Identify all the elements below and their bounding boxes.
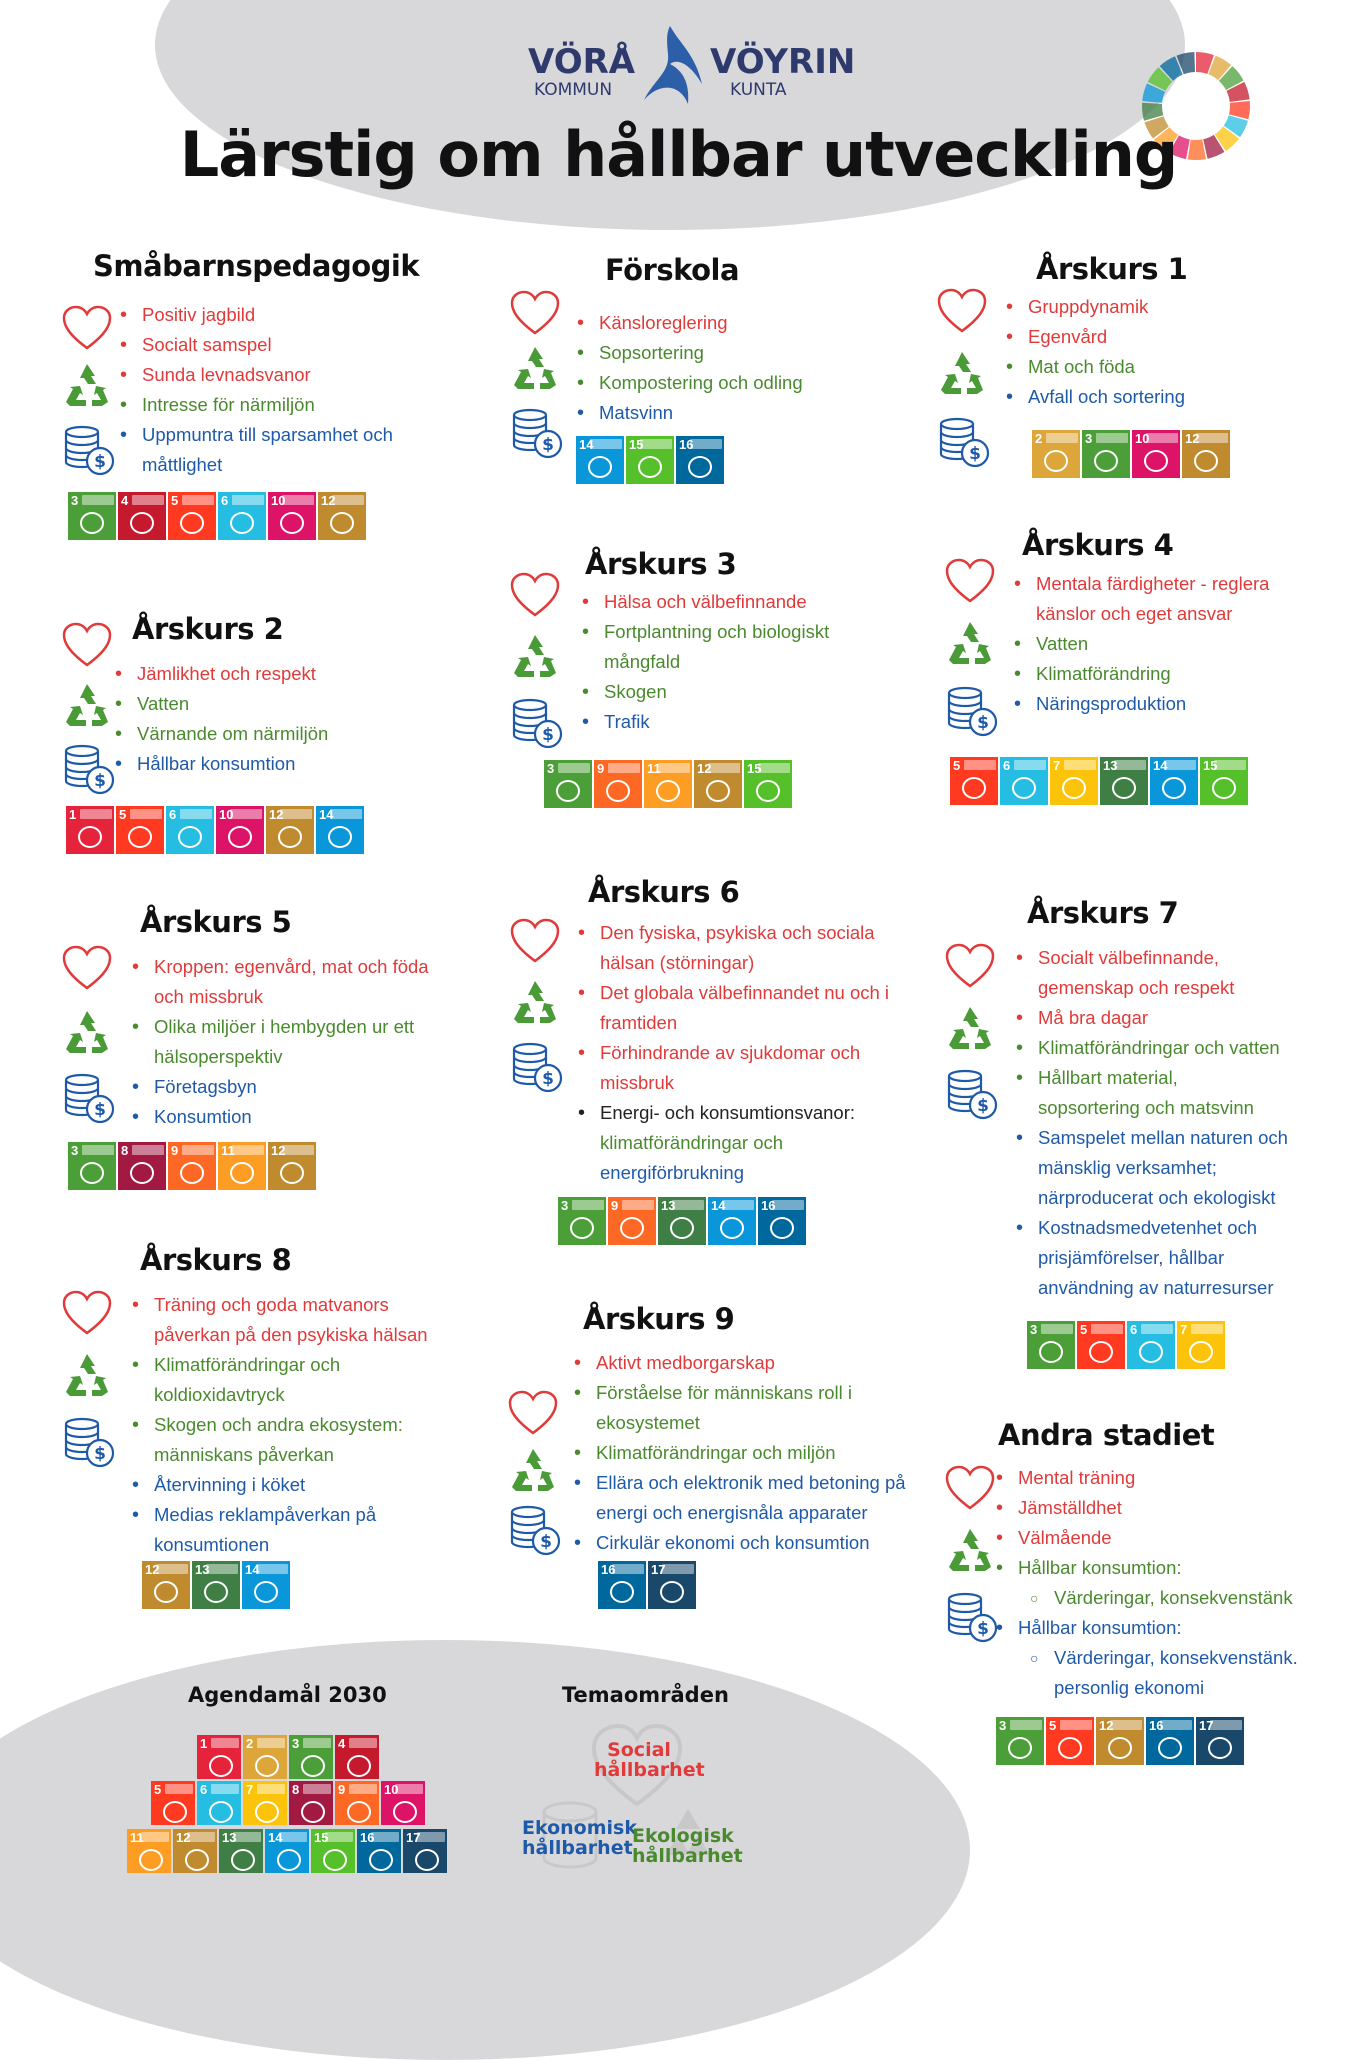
topic-item: • Ellära och elektronik med betoning på — [570, 1468, 906, 1498]
topic-item: • Uppmuntra till sparsamhet och — [116, 420, 393, 450]
topic-item: gemenskap och respekt — [1038, 977, 1235, 998]
topic-item: påverkan på den psykiska hälsan — [154, 1324, 428, 1345]
topic-item: • Matsvinn — [573, 398, 803, 428]
sdg-goal-9-icon: 9 — [335, 1781, 379, 1825]
recycle-icon — [62, 682, 112, 730]
recycle-icon — [937, 350, 987, 398]
sdg-goal-5-icon: 5 — [1077, 1321, 1125, 1369]
topic-item: klimatförändringar och — [600, 1132, 784, 1153]
sdg-goal-row — [544, 760, 792, 808]
sdg-goal-4-icon: 4 — [118, 492, 166, 540]
topic-item: energi och energisnåla apparater — [596, 1502, 868, 1523]
topic-list — [1010, 569, 1269, 719]
tema-ekologisk — [632, 1825, 743, 1867]
topic-item: • Hållbar konsumtion: — [992, 1613, 1298, 1643]
section-title: Årskurs 3 — [585, 547, 737, 581]
coins-icon — [945, 1068, 995, 1116]
sdg-goal-17-icon: 17 — [1196, 1717, 1244, 1765]
sdg-goal-14-icon: 14 — [708, 1197, 756, 1245]
topic-item: • Förståelse för människans roll i — [570, 1378, 906, 1408]
sdg-goal-13-icon: 13 — [658, 1197, 706, 1245]
sdg-goal-16-icon: 16 — [598, 1561, 646, 1609]
topic-item: • Medias reklampåverkan på — [128, 1500, 428, 1530]
sdg-goal-row — [996, 1717, 1244, 1765]
recycle-icon — [510, 633, 560, 681]
topic-item: användning av naturresurser — [1038, 1277, 1274, 1298]
svg-text:$: $ — [977, 1619, 989, 1639]
topic-item: måttlighet — [142, 454, 223, 475]
topic-item: koldioxidavtryck — [154, 1384, 285, 1405]
svg-text:$: $ — [540, 1532, 552, 1552]
topic-item: • Egenvård — [1002, 322, 1185, 352]
heart-icon — [945, 558, 995, 606]
topic-item: • Jämställdhet — [992, 1493, 1298, 1523]
sdg-goal-2-icon: 2 — [243, 1735, 287, 1779]
sdg-goal-12-icon: 12 — [1182, 430, 1230, 478]
sdg-goal-5-icon: 5 — [1046, 1717, 1094, 1765]
section-title: Förskola — [605, 253, 740, 287]
topic-item: • Vatten — [111, 689, 328, 719]
svg-text:$: $ — [542, 435, 554, 455]
tema-social — [594, 1739, 705, 1781]
sdg-goal-12-icon: 12 — [268, 1142, 316, 1190]
sdg-goal-6-icon: 6 — [1000, 757, 1048, 805]
topic-item: • Återvinning i köket — [128, 1470, 428, 1500]
sdg-goal-1-icon: 1 — [66, 806, 114, 854]
topic-item: konsumtionen — [154, 1534, 270, 1555]
topic-item: • Känsloreglering — [573, 308, 803, 338]
recycle-icon — [510, 979, 560, 1027]
sdg-goal-3-icon: 3 — [1027, 1321, 1075, 1369]
topic-item: • Avfall och sortering — [1002, 382, 1185, 412]
topic-item: • Kroppen: egenvård, mat och föda — [128, 952, 429, 982]
recycle-icon — [62, 1352, 112, 1400]
sdg-goal-12-icon: 12 — [142, 1561, 190, 1609]
sdg-goal-10-icon: 10 — [1132, 430, 1180, 478]
topic-item: mänsklig verksamhet; — [1038, 1157, 1217, 1178]
tema-ekon-1: Ekonomisk — [522, 1817, 637, 1839]
sdg-goal-row — [558, 1197, 806, 1245]
sdg-goal-row — [1032, 430, 1230, 478]
topic-item: • Klimatförändringar och vatten — [1012, 1033, 1288, 1063]
sdg-goal-4-icon: 4 — [335, 1735, 379, 1779]
topic-item: • Klimatförändringar och — [128, 1350, 428, 1380]
topic-item: människans påverkan — [154, 1444, 334, 1465]
sdg-goal-14-icon: 14 — [576, 436, 624, 484]
recycle-icon — [945, 1005, 995, 1053]
topic-list — [573, 308, 803, 428]
sdg-goal-row — [68, 492, 366, 540]
topic-item: • Må bra dagar — [1012, 1003, 1288, 1033]
section-title: Årskurs 2 — [132, 612, 284, 646]
sdg-goal-6-icon: 6 — [197, 1781, 241, 1825]
coins-icon — [945, 685, 995, 733]
section-title: Årskurs 4 — [1022, 528, 1174, 562]
heart-icon — [508, 1390, 558, 1438]
svg-text:$: $ — [94, 452, 106, 472]
topic-item: • Kostnadsmedvetenhet och — [1012, 1213, 1288, 1243]
sdg-goal-5-icon: 5 — [168, 492, 216, 540]
topic-item: • Sopsortering — [573, 338, 803, 368]
sdg-goal-row — [598, 1561, 696, 1609]
sdg-goal-13-icon: 13 — [219, 1829, 263, 1873]
logo-left-name: VÖRÅ — [528, 42, 636, 82]
topic-item: och missbruk — [154, 986, 263, 1007]
sdg-goal-row — [1027, 1321, 1225, 1369]
sdg-goal-5-icon: 5 — [116, 806, 164, 854]
topic-item: • Gruppdynamik — [1002, 292, 1185, 322]
svg-text:$: $ — [94, 1444, 106, 1464]
tema-ekonomisk — [522, 1817, 637, 1859]
topic-item: • Samspelet mellan naturen och — [1012, 1123, 1288, 1153]
sdg-goal-3-icon: 3 — [996, 1717, 1044, 1765]
sdg-goal-3-icon: 3 — [1082, 430, 1130, 478]
topic-item: • Mental träning — [992, 1463, 1298, 1493]
sdg-goal-14-icon: 14 — [265, 1829, 309, 1873]
topic-item: energiförbrukning — [600, 1162, 744, 1183]
topic-item: närproducerat och ekologiskt — [1038, 1187, 1276, 1208]
topic-list — [111, 659, 328, 779]
section-title: Andra stadiet — [998, 1418, 1215, 1452]
coins-icon — [508, 1504, 558, 1552]
sdg-pyramid-row — [151, 1781, 425, 1825]
topic-item: framtiden — [600, 1012, 678, 1033]
recycle-icon — [62, 1009, 112, 1057]
topic-item: • Trafik — [578, 707, 829, 737]
topic-item: • Det globala välbefinnandet nu och i — [574, 978, 889, 1008]
topic-item: • Positiv jagbild — [116, 300, 393, 330]
topic-list — [992, 1463, 1298, 1703]
coins-icon — [510, 407, 560, 455]
topic-list — [570, 1348, 906, 1558]
topic-item: • Sunda levnadsvanor — [116, 360, 393, 390]
topic-list — [116, 300, 393, 480]
sdg-goal-8-icon: 8 — [118, 1142, 166, 1190]
tema-title: Temaområden — [562, 1683, 729, 1707]
sdg-goal-row — [68, 1142, 316, 1190]
topic-item: • Värnande om närmiljön — [111, 719, 328, 749]
topic-list — [574, 918, 889, 1188]
coins-icon — [937, 416, 987, 464]
topic-list — [128, 1290, 428, 1560]
municipality-logo — [520, 22, 856, 110]
svg-text:$: $ — [977, 713, 989, 733]
sdg-goal-10-icon: 10 — [216, 806, 264, 854]
sdg-goal-14-icon: 14 — [316, 806, 364, 854]
sdg-goal-7-icon: 7 — [243, 1781, 287, 1825]
topic-item: sopsortering och matsvinn — [1038, 1097, 1254, 1118]
heart-icon — [510, 290, 560, 338]
tema-social-2: hållbarhet — [594, 1759, 705, 1781]
topic-item: personlig ekonomi — [1054, 1677, 1205, 1698]
heart-icon — [62, 622, 112, 670]
sdg-goal-16-icon: 16 — [676, 436, 724, 484]
sdg-goal-10-icon: 10 — [268, 492, 316, 540]
section-title: Årskurs 1 — [1036, 252, 1188, 286]
svg-text:$: $ — [969, 444, 981, 464]
sdg-goal-10-icon: 10 — [381, 1781, 425, 1825]
sdg-goal-13-icon: 13 — [1100, 757, 1148, 805]
sdg-goal-17-icon: 17 — [648, 1561, 696, 1609]
sdg-goal-17-icon: 17 — [403, 1829, 447, 1873]
coins-icon — [510, 697, 560, 745]
coins-icon — [945, 1591, 995, 1639]
topic-item: • Cirkulär ekonomi och konsumtion — [570, 1528, 906, 1558]
topic-item: • Jämlikhet och respekt — [111, 659, 328, 689]
topic-item: mångfald — [604, 651, 681, 672]
svg-text:$: $ — [542, 1069, 554, 1089]
sdg-goal-11-icon: 11 — [218, 1142, 266, 1190]
sdg-goal-6-icon: 6 — [1127, 1321, 1175, 1369]
topic-item: • Näringsproduktion — [1010, 689, 1269, 719]
sdg-goal-row — [66, 806, 364, 854]
sdg-goal-6-icon: 6 — [166, 806, 214, 854]
sdg-goal-15-icon: 15 — [1200, 757, 1248, 805]
topic-item: missbruk — [600, 1072, 675, 1093]
topic-item: • Skogen och andra ekosystem: — [128, 1410, 428, 1440]
topic-item: prisjämförelser, hållbar — [1038, 1247, 1225, 1268]
logo-wave-icon — [640, 24, 710, 110]
topic-item: • Aktivt medborgarskap — [570, 1348, 906, 1378]
logo-right-sub: KUNTA — [730, 80, 787, 100]
heart-icon — [945, 943, 995, 991]
coins-icon — [62, 1072, 112, 1120]
sdg-goal-16-icon: 16 — [357, 1829, 401, 1873]
svg-text:$: $ — [977, 1096, 989, 1116]
sdg-goal-9-icon: 9 — [608, 1197, 656, 1245]
logo-left-sub: KOMMUN — [534, 80, 613, 100]
svg-text:$: $ — [94, 771, 106, 791]
topic-item: • Mat och föda — [1002, 352, 1185, 382]
section-title: Årskurs 6 — [588, 875, 740, 909]
topic-item: ○ Värderingar, konsekvenstänk — [992, 1583, 1298, 1613]
recycle-icon — [508, 1447, 558, 1495]
topic-item: • Hälsa och välbefinnande — [578, 587, 829, 617]
tema-social-1: Social — [607, 1739, 671, 1761]
sdg-goal-12-icon: 12 — [266, 806, 314, 854]
sdg-goal-14-icon: 14 — [242, 1561, 290, 1609]
heart-icon — [510, 918, 560, 966]
sdg-goal-3-icon: 3 — [289, 1735, 333, 1779]
recycle-icon — [945, 1527, 995, 1575]
topic-item: • Klimatförändring — [1010, 659, 1269, 689]
topic-item: hälsan (störningar) — [600, 952, 755, 973]
recycle-icon — [62, 362, 112, 410]
sdg-goal-15-icon: 15 — [626, 436, 674, 484]
sdg-goal-3-icon: 3 — [558, 1197, 606, 1245]
topic-item: • Skogen — [578, 677, 829, 707]
logo-right-name: VÖYRIN — [710, 42, 856, 82]
sdg-goal-7-icon: 7 — [1177, 1321, 1225, 1369]
topic-item: • Konsumtion — [128, 1102, 429, 1132]
topic-list — [1002, 292, 1185, 412]
topic-item: • Fortplantning och biologiskt — [578, 617, 829, 647]
coins-icon — [62, 424, 112, 472]
section-title: Årskurs 8 — [140, 1243, 292, 1277]
topic-item: • Träning och goda matvanors — [128, 1290, 428, 1320]
sdg-goal-row — [142, 1561, 290, 1609]
topic-item: • Hållbar konsumtion: — [992, 1553, 1298, 1583]
section-title: Småbarnspedagogik — [93, 249, 420, 283]
heart-icon — [62, 1290, 112, 1338]
topic-item: • Förhindrande av sjukdomar och — [574, 1038, 889, 1068]
sdg-goal-3-icon: 3 — [544, 760, 592, 808]
topic-item: • Vatten — [1010, 629, 1269, 659]
sdg-goal-3-icon: 3 — [68, 492, 116, 540]
recycle-icon — [945, 620, 995, 668]
sdg-goal-13-icon: 13 — [192, 1561, 240, 1609]
agenda-title: Agendamål 2030 — [188, 1683, 387, 1707]
topic-item: • Olika miljöer i hembygden ur ett — [128, 1012, 429, 1042]
sdg-goal-16-icon: 16 — [758, 1197, 806, 1245]
sdg-goal-11-icon: 11 — [127, 1829, 171, 1873]
recycle-icon — [510, 345, 560, 393]
topic-item: • Intresse för närmiljön — [116, 390, 393, 420]
sdg-goal-6-icon: 6 — [218, 492, 266, 540]
sdg-goal-12-icon: 12 — [318, 492, 366, 540]
topic-item: • Socialt välbefinnande, — [1012, 943, 1288, 973]
sdg-goal-5-icon: 5 — [151, 1781, 195, 1825]
heart-icon — [62, 305, 112, 353]
sdg-pyramid-row — [197, 1735, 379, 1779]
topic-list — [1012, 943, 1288, 1303]
coins-icon — [510, 1041, 560, 1089]
topic-item: • Hållbart material, — [1012, 1063, 1288, 1093]
sdg-goal-7-icon: 7 — [1050, 757, 1098, 805]
sdg-goal-16-icon: 16 — [1146, 1717, 1194, 1765]
heart-icon — [945, 1465, 995, 1513]
topic-list — [578, 587, 829, 737]
topic-item: • Mentala färdigheter - reglera — [1010, 569, 1269, 599]
coins-icon — [62, 743, 112, 791]
section-title: Årskurs 7 — [1027, 896, 1179, 930]
sdg-goal-3-icon: 3 — [68, 1142, 116, 1190]
topic-item: • Kompostering och odling — [573, 368, 803, 398]
page-title: Lärstig om hållbar utveckling — [179, 118, 1178, 191]
tema-ekon-2: hållbarhet — [522, 1837, 633, 1859]
topic-item: hälsoperspektiv — [154, 1046, 283, 1067]
sdg-goal-row — [950, 757, 1248, 805]
topic-item: ekosystemet — [596, 1412, 700, 1433]
svg-text:$: $ — [542, 725, 554, 745]
heart-icon — [937, 288, 987, 336]
sdg-goal-2-icon: 2 — [1032, 430, 1080, 478]
tema-ekol-2: hållbarhet — [632, 1845, 743, 1867]
topic-item: • Den fysiska, psykiska och sociala — [574, 918, 889, 948]
tema-ekol-1: Ekologisk — [632, 1825, 734, 1847]
heart-icon — [62, 945, 112, 993]
section-title: Årskurs 9 — [583, 1302, 735, 1336]
sdg-goal-9-icon: 9 — [168, 1142, 216, 1190]
sdg-goal-5-icon: 5 — [950, 757, 998, 805]
sdg-goal-9-icon: 9 — [594, 760, 642, 808]
sdg-goal-14-icon: 14 — [1150, 757, 1198, 805]
sdg-goal-12-icon: 12 — [1096, 1717, 1144, 1765]
topic-item: • Hållbar konsumtion — [111, 749, 328, 779]
topic-item: • Klimatförändringar och miljön — [570, 1438, 906, 1468]
sdg-goal-row — [576, 436, 724, 484]
coins-icon — [62, 1416, 112, 1464]
topic-item: ○ Värderingar, konsekvenstänk. — [992, 1643, 1298, 1673]
section-title: Årskurs 5 — [140, 905, 292, 939]
sdg-goal-12-icon: 12 — [173, 1829, 217, 1873]
topic-item: • Företagsbyn — [128, 1072, 429, 1102]
heart-icon — [510, 572, 560, 620]
sdg-goal-1-icon: 1 — [197, 1735, 241, 1779]
sdg-goal-11-icon: 11 — [644, 760, 692, 808]
sdg-pyramid-row — [127, 1829, 447, 1873]
sdg-goal-12-icon: 12 — [694, 760, 742, 808]
topic-item: • Välmående — [992, 1523, 1298, 1553]
topic-item: • Socialt samspel — [116, 330, 393, 360]
svg-text:$: $ — [94, 1100, 106, 1120]
topic-list — [128, 952, 429, 1132]
topic-item: känslor och eget ansvar — [1036, 603, 1233, 624]
sdg-goal-15-icon: 15 — [311, 1829, 355, 1873]
topic-item: • Energi- och konsumtionsvanor: — [574, 1098, 889, 1128]
sdg-goal-8-icon: 8 — [289, 1781, 333, 1825]
sdg-goal-15-icon: 15 — [744, 760, 792, 808]
